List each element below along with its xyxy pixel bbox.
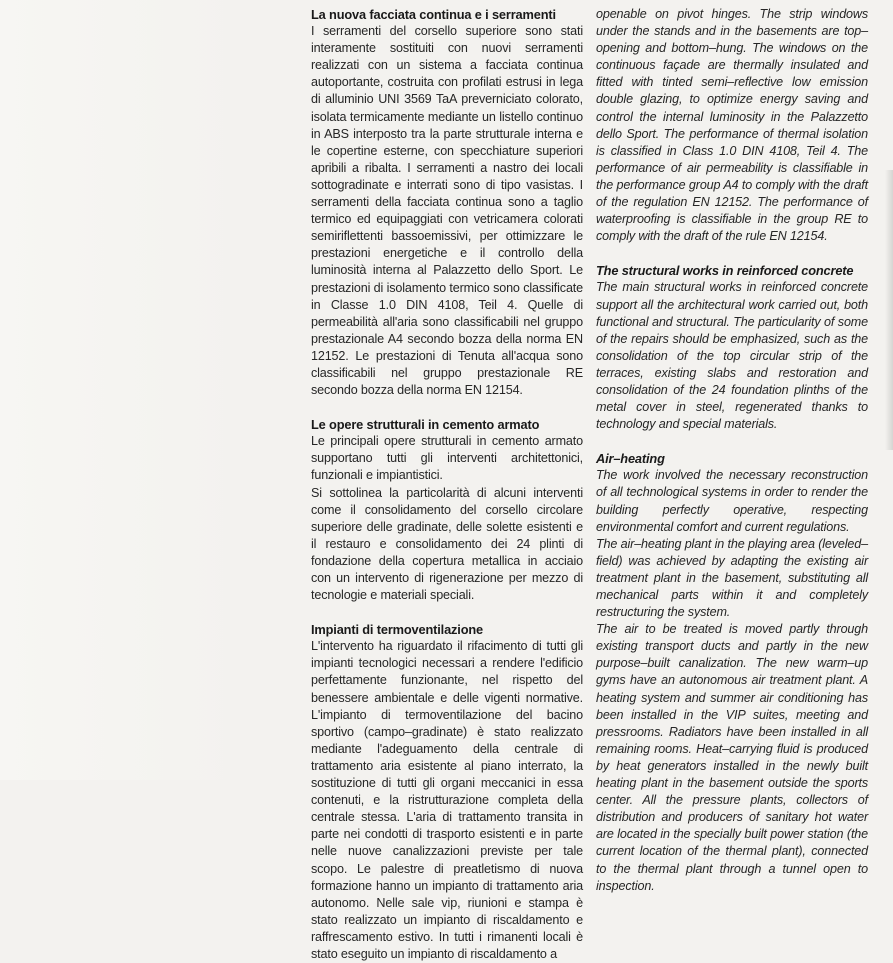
paragraph-facade: openable on pivot hinges. The strip windows under the stands and in the basements are top–opening and bottom–hung. The windows on the continuous façade are thermally insulated and fitted with tinted semi–reflective low emission double glazing, to optimize energy saving and control the internal luminosity in the Palazzetto dello Sport. The performance of thermal isolation is classified in Class 1.0 DIN 4108, Teil 4. The performance of air permeability is classifiable in the performance group A4 to comply with the draft of the regulation EN 12152. The performance of waterproofing is classifiable in the group RE to comply with the draft of the rule EN 12154. — [596, 7, 868, 244]
heading-termoventilazione: Impianti di termoventilazione — [311, 622, 483, 638]
italian-column — [311, 6, 583, 963]
page-edge-shadow — [885, 170, 893, 450]
paragraph-facciata: I serramenti del corsello superiore sono stati interamente sostituiti con nuovi serramenti realizzati con un sistema a facciata continua autoportante, costruita con profilati estrusi in lega di alluminio UNI 3569 TaA preverniciato colorato, isolata termicamente mediante un listello continuo in ABS interposto tra la parte strutturale interna e le copertine esterne, con specchiature superiori apribili a ribalta. I serramenti a nastro dei locali sottogradinate e interrati sono di tipo vasistas. I serramenti della facciata continua sono a taglio termico ed equipaggiati con vetricamera colorati semiriflettenti bassoemissivi, per ottimizzare le prestazioni energetiche e il controllo della luminosità interna al Palazzetto dello Sport. Le prestazioni di isolamento termico sono classificate in Classe 1.0 DIN 4108, Teil 4. Quelle di permeabilità all'aria sono classificabili nel gruppo prestazionale A4 secondo bozza della norma EN 12152. Le prestazioni di Tenuta all'acqua sono classificabili nel gruppo prestazionale RE secondo bozza della norma EN 12154. — [311, 24, 583, 398]
paragraph-air-heating-2: The air–heating plant in the playing area (leveled–field) was achieved by adapting the existing air treatment plant in the basement, substituting all mechanical parts within it and completely restructuring the system. — [596, 536, 868, 620]
paragraph-air-heating-1: The work involved the necessary reconstruction of all technological systems in order to render the building perfectly operative, respecting environmental comfort and current regulations. — [596, 468, 868, 534]
heading-facciata: La nuova facciata continua e i serramenti — [311, 7, 556, 22]
english-column — [596, 6, 868, 895]
paragraph-structural-works: The main structural works in reinforced concrete support all the architectural work carried out, both functional and structural. The particularity of some of the repairs should be emphasized, such as the consolidation of the top circular strip of the terraces, existing slabs and restoration and consolidation of the 24 foundation plinths of the metal cover in steel, regenerated thanks to technology and special materials. — [596, 280, 868, 432]
heading-structural-works: The structural works in reinforced concrete — [596, 263, 854, 279]
page-margin — [0, 0, 240, 780]
paragraph-opere-strutturali-2: Si sottolinea la particolarità di alcuni interventi come il consolidamento del corsello circolare superiore delle gradinate, delle solette esistenti e il restauro e consolidamento dei 24 plinti di fondazione della copertura metallica in acciaio con un intervento di rigenerazione per mezzo di tecnologie e materiali speciali. — [311, 485, 583, 603]
heading-air-heating: Air–heating — [596, 451, 665, 467]
paragraph-air-heating-3: The air to be treated is moved partly through existing transport ducts and partly in the new purpose–built canalization. The new warm–up gyms have an autonomous air treatment plant. A heating system and summer air conditioning has been installed in the VIP suites, meeting and pressrooms. Radiators have been installed in all remaining rooms. Heat–carrying fluid is produced by heat generators installed in the newly built heating plant in the basement outside the sports center. All the pressure plants, collectors of distribution and producers of sanitary hot water are located in the specially built power station (the current location of the thermal plant), connected to the thermal plant through a tunnel open to inspection. — [596, 622, 868, 893]
paragraph-opere-strutturali-1: Le principali opere strutturali in cemento armato supportano tutti gli interventi architettonici, funzionali e impiantistici. — [311, 434, 583, 483]
heading-opere-strutturali: Le opere strutturali in cemento armato — [311, 417, 540, 433]
paragraph-termoventilazione: L'intervento ha riguardato il rifacimento di tutti gli impianti tecnologici necessari a rendere l'edificio perfettamente funzionante, nel rispetto del benessere ambientale e delle vigenti normative. L'impianto di termoventilazione del bacino sportivo (campo–gradinate) è stato realizzato mediante l'adeguamento della centrale di trattamento aria esistente al piano interrato, la sostituzione di tutti gli organi meccanici in essa contenuti, e la ristrutturazione completa della centrale stessa. L'aria di trattamento transita in parte nei condotti di trasporto esistenti e in parte nelle nuove canalizzazioni previste per tale scopo. Le palestre di preatletismo di nuova formazione hanno un impianto di trattamento aria autonomo. Nelle sale vip, riunioni e stampa è stato realizzato un impianto di riscaldamento e raffrescamento estivo. In tutti i rimanenti locali è stato eseguito un impianto di riscaldamento a — [311, 639, 583, 961]
